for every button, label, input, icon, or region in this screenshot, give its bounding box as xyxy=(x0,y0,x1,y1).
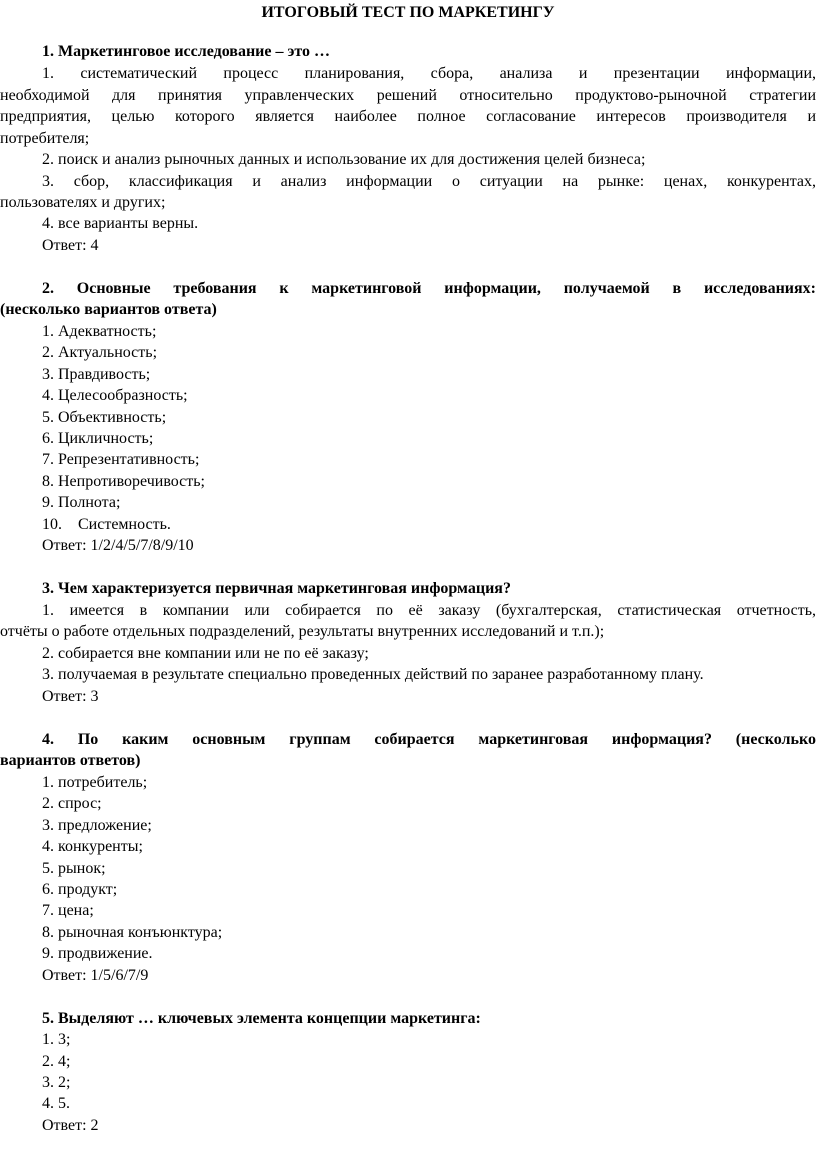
q4-option: 9. продвижение. xyxy=(42,945,153,962)
q1-option-1-line-2: необходимой для принятия управленческих решений относительно продуктово-рыночной стратегии xyxy=(0,87,816,104)
q2-heading-line-1: 2. Основные требования к маркетинговой информации, получаемой в исследованиях: xyxy=(42,280,816,297)
q4-option: 4. конкуренты; xyxy=(42,838,143,855)
q3-option-1-line-1: 1. имеется в компании или собирается по её заказу (бухгалтерская, статистическая отчетность, xyxy=(42,602,816,619)
q2-option: 3. Правдивость; xyxy=(42,366,151,383)
q4-option: 1. потребитель; xyxy=(42,774,148,791)
q1-option-3-line-1: 3. сбор, классификация и анализ информации о ситуации на рынке: ценах, конкурентах, xyxy=(42,173,816,190)
q1-answer: Ответ: 4 xyxy=(42,237,99,254)
q4-heading-line-2: вариантов ответов) xyxy=(0,752,141,769)
q4-option: 2. спрос; xyxy=(42,795,102,812)
q2-answer: Ответ: 1/2/4/5/7/8/9/10 xyxy=(42,537,194,554)
q5-answer: Ответ: 2 xyxy=(42,1117,99,1134)
q2-option: 4. Целесообразность; xyxy=(42,387,188,404)
q1-option-1-line-1: 1. систематический процесс планирования, сбора, анализа и презентации информации, xyxy=(42,65,816,82)
q1-option-2: 2. поиск и анализ рыночных данных и использование их для достижения целей бизнеса; xyxy=(42,151,646,168)
q5-heading: 5. Выделяют … ключевых элемента концепции маркетинга: xyxy=(42,1010,481,1027)
q2-option: 6. Цикличность; xyxy=(42,430,154,447)
q5-option: 3. 2; xyxy=(42,1074,71,1091)
q5-option: 4. 5. xyxy=(42,1095,70,1112)
document-title: ИТОГОВЫЙ ТЕСТ ПО МАРКЕТИНГУ xyxy=(261,4,555,21)
q1-option-3-line-2: пользователях и других; xyxy=(0,194,166,211)
q1-option-4: 4. все варианты верны. xyxy=(42,215,199,232)
q2-heading-line-2: (несколько вариантов ответа) xyxy=(0,301,217,318)
q4-answer: Ответ: 1/5/6/7/9 xyxy=(42,967,149,984)
q4-option: 7. цена; xyxy=(42,902,94,919)
q2-option: 5. Объективность; xyxy=(42,409,167,426)
q2-option: 2. Актуальность; xyxy=(42,344,158,361)
q3-option-1-line-2: отчёты о работе отдельных подразделений, результаты внутренних исследований и т.п.); xyxy=(0,623,605,640)
q4-option: 5. рынок; xyxy=(42,860,106,877)
q4-option: 8. рыночная конъюнктура; xyxy=(42,924,223,941)
q5-option: 1. 3; xyxy=(42,1031,71,1048)
q1-heading: 1. Маркетинговое исследование – это … xyxy=(42,43,331,60)
q3-option-3: 3. получаемая в результате специально проведенных действий по заранее разработанному плану. xyxy=(42,666,704,683)
q5-option: 2. 4; xyxy=(42,1053,71,1070)
q1-option-1-line-4: потребителя; xyxy=(0,130,90,147)
q2-option: 10. Системность. xyxy=(42,516,171,533)
q3-answer: Ответ: 3 xyxy=(42,688,99,705)
q4-option: 6. продукт; xyxy=(42,881,118,898)
q2-option: 8. Непротиворечивость; xyxy=(42,473,205,490)
q4-option: 3. предложение; xyxy=(42,817,152,834)
q3-heading: 3. Чем характеризуется первичная маркетинговая информация? xyxy=(42,580,511,597)
q1-option-1-line-3: предприятия, целью которого является наиболее полное согласование интересов производителя и xyxy=(0,108,816,125)
q2-option: 7. Репрезентативность; xyxy=(42,451,200,468)
q3-option-2: 2. собирается вне компании или не по её заказу; xyxy=(42,645,369,662)
q4-heading-line-1: 4. По каким основным группам собирается маркетинговая информация? (несколько xyxy=(42,731,816,748)
q2-option: 1. Адекватность; xyxy=(42,323,157,340)
q2-option: 9. Полнота; xyxy=(42,494,121,511)
